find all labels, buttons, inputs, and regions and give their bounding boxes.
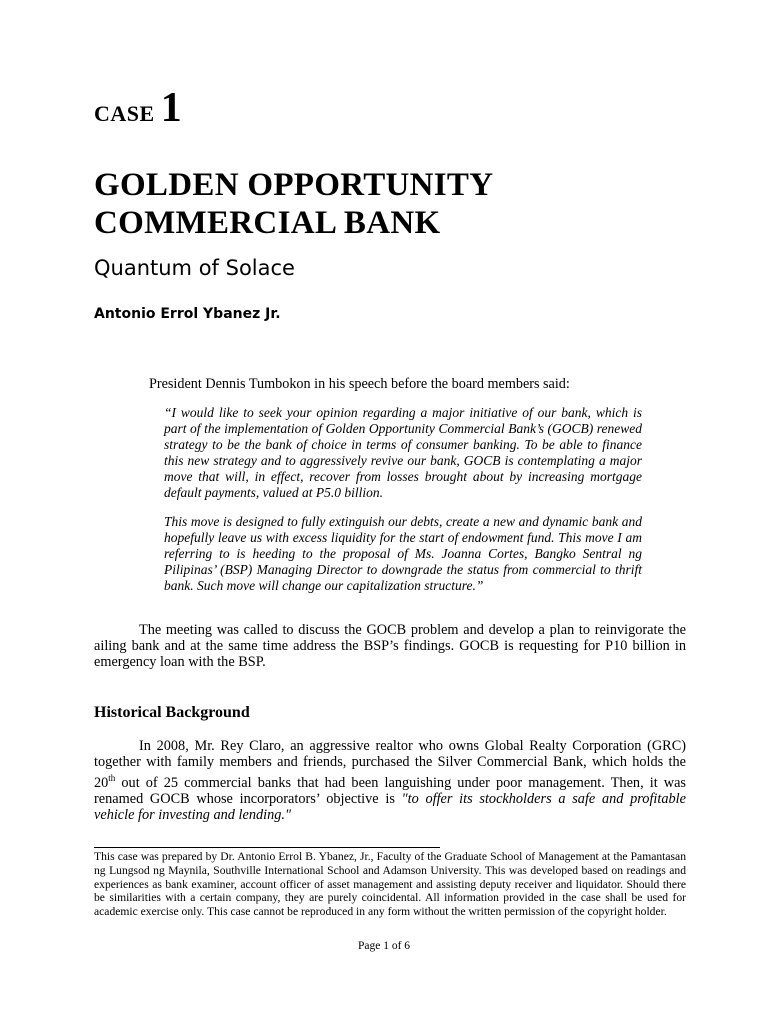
case-subtitle: Quantum of Solace <box>94 256 295 280</box>
history-text-b: out of 25 commercial banks that had been languishing under poor management. Then, it was renamed GOCB whose incorporators’ objective is <box>94 774 686 807</box>
history-paragraph <box>94 738 686 823</box>
author-name: Antonio Errol Ybanez Jr. <box>94 306 281 322</box>
case-word: CASE <box>94 101 155 126</box>
case-label <box>94 84 182 132</box>
intro-text: President Dennis Tumbokon in his speech before the board members said: <box>149 376 570 392</box>
history-text-a: In 2008, Mr. Rey Claro, an aggressive realtor who owns Global Realty Corporation (GRC) together with family members and friends, purchased the Silver Commercial Bank, which holds the 20 <box>94 738 686 791</box>
history-objective-quote: "to offer its stockholders a safe and profitable vehicle for investing and lending." <box>94 790 686 823</box>
meeting-paragraph: The meeting was called to discuss the GOCB problem and develop a plan to reinvigorate the ailing bank and at the same time address the BSP’s findings. GOCB is requesting for P10 billion in emergency loan with the BSP. <box>94 622 686 670</box>
footnote-divider <box>94 847 440 848</box>
footnote: This case was prepared by Dr. Antonio Errol B. Ybanez, Jr., Faculty of the Graduate School of Management at the Pamantasan ng Lungsod ng Maynila, Southville International School and Adamson University. This was developed based on readings and experiences as bank examiner, account officer of asset management and assisting deputy receiver and liquidator. Should there be similarities with a certain company, they are purely coincidental. All information provided in the case shall be used for academic exercise only. This case cannot be reproduced in any form without the written permission of the copyright holder. <box>94 850 686 919</box>
page-number: Page 1 of 6 <box>357 940 411 952</box>
case-number: 1 <box>160 85 182 131</box>
quote-paragraph-2: This move is designed to fully extinguish our debts, create a new and dynamic bank and hopefully leave us with excess liquidity for the start of endowment fund. This move I am referring to is heeding to the proposal of Ms. Joanna Cortes, Bangko Sentral ng Pilipinas’ (BSP) Managing Director to downgrade the status from commercial to thrift bank. Such move will change our capitalization structure.” <box>164 514 642 593</box>
section-heading: Historical Background <box>94 704 250 721</box>
ordinal-suffix: th <box>108 773 116 783</box>
case-title: GOLDEN OPPORTUNITY COMMERCIAL BANK <box>94 167 493 241</box>
quote-paragraph-1: “I would like to seek your opinion regarding a major initiative of our bank, which is part of the implementation of Golden Opportunity Commercial Bank’s (GOCB) renewed strategy to be the bank of choice in terms of consumer banking. To be able to finance this new strategy and to aggressively revive our bank, GOCB is contemplating a major move that will, in effect, recover from losses brought about by increasing mortgage default payments, valued at P5.0 billion. <box>164 405 642 500</box>
